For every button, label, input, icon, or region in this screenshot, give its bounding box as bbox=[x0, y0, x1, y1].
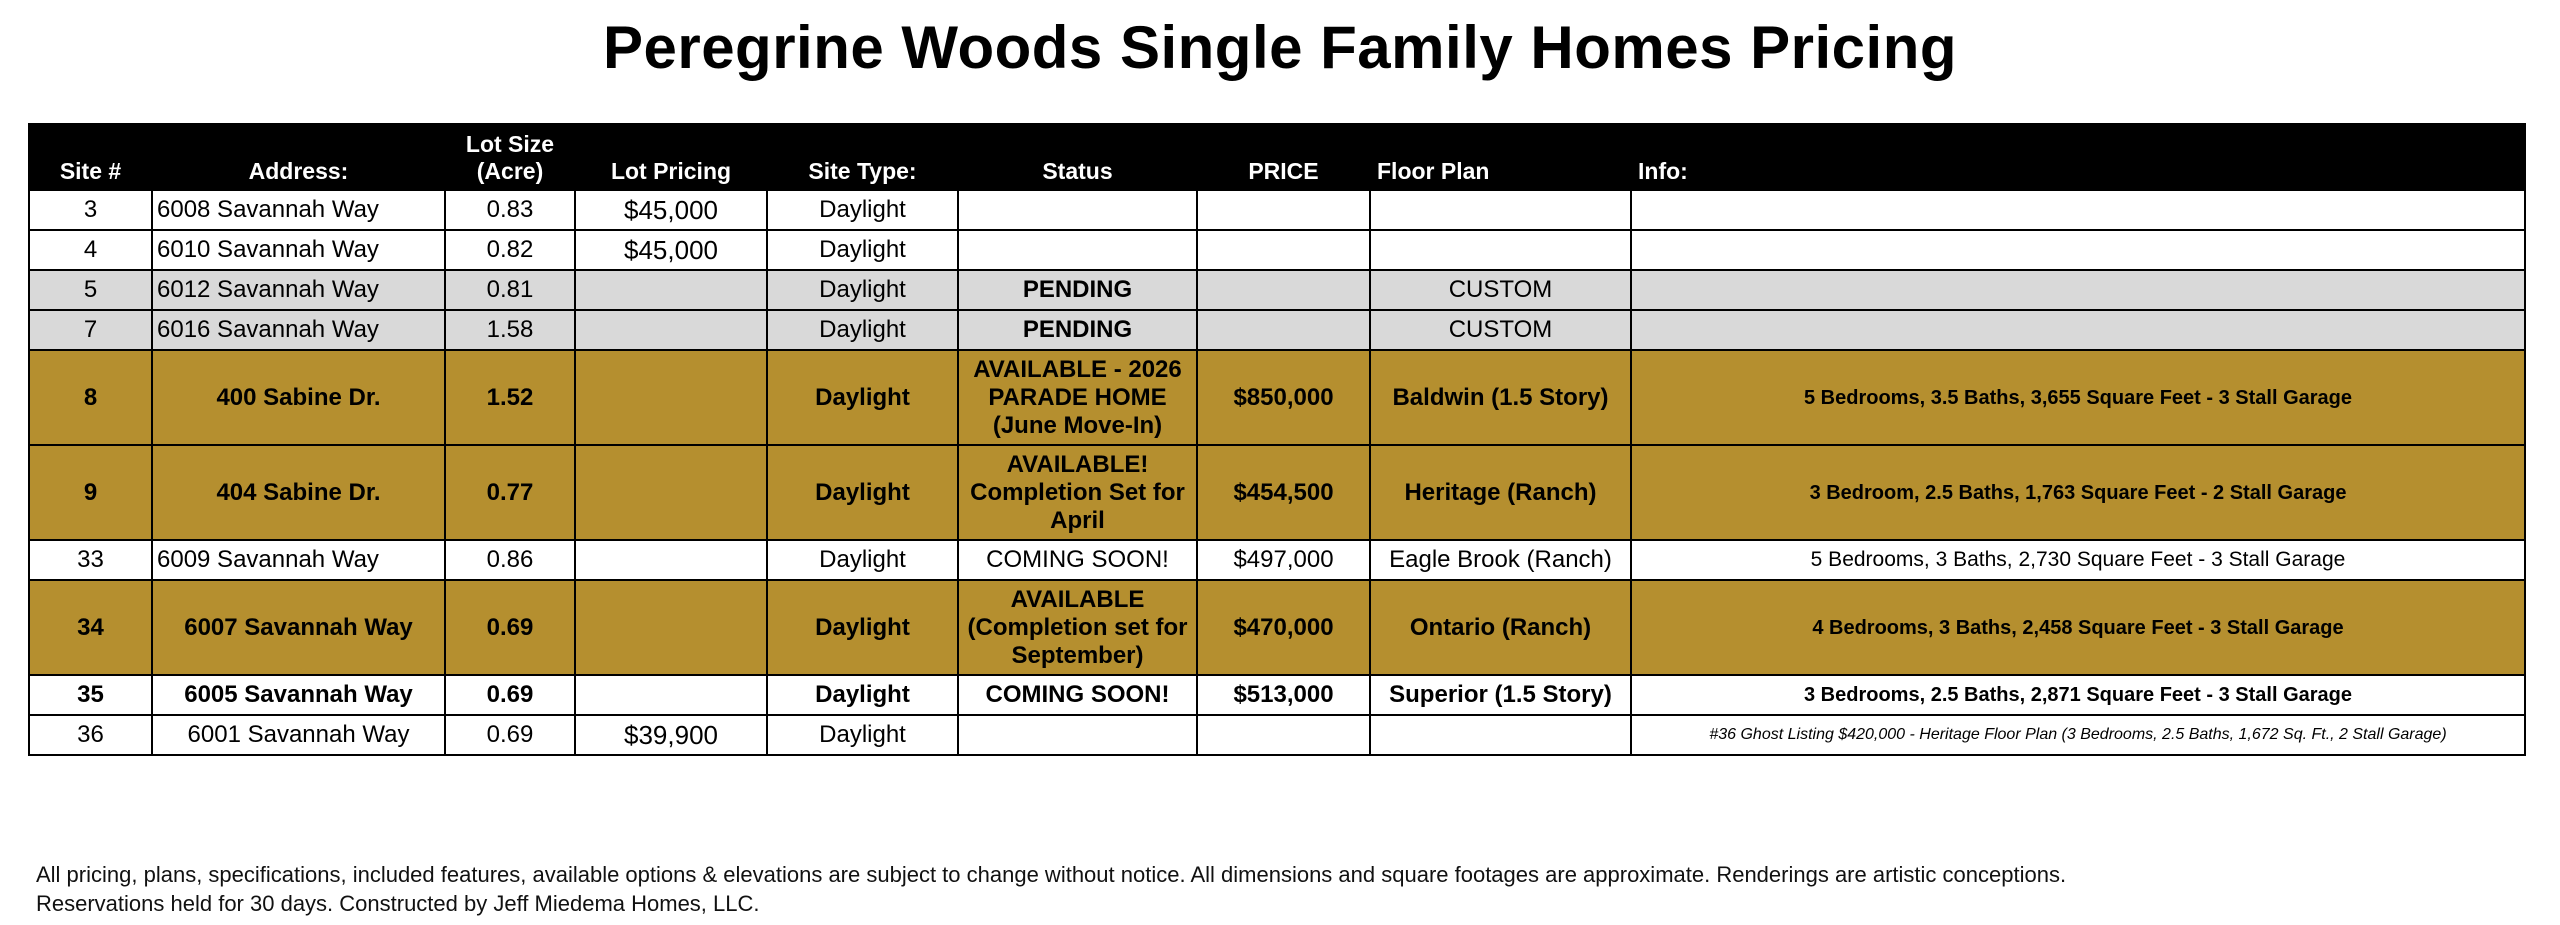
cell-lot-pricing bbox=[575, 270, 767, 310]
cell-status: PENDING bbox=[958, 270, 1197, 310]
cell-site-type: Daylight bbox=[767, 230, 958, 270]
cell-lot-size: 0.69 bbox=[445, 580, 575, 675]
pricing-table bbox=[28, 123, 2526, 756]
cell-status bbox=[958, 190, 1197, 230]
cell-info bbox=[1631, 310, 2525, 350]
cell-site: 34 bbox=[29, 580, 152, 675]
table-row bbox=[29, 540, 2525, 580]
cell-lot-size: 0.69 bbox=[445, 715, 575, 755]
cell-site-type: Daylight bbox=[767, 540, 958, 580]
cell-status bbox=[958, 230, 1197, 270]
cell-lot-size: 0.69 bbox=[445, 675, 575, 715]
cell-site: 36 bbox=[29, 715, 152, 755]
cell-status bbox=[958, 715, 1197, 755]
cell-floor-plan bbox=[1370, 230, 1631, 270]
table-row bbox=[29, 675, 2525, 715]
cell-site-type: Daylight bbox=[767, 190, 958, 230]
header-lot-size bbox=[445, 123, 575, 190]
table-row bbox=[29, 580, 2525, 675]
header-lot-pricing: Lot Pricing bbox=[575, 123, 767, 190]
cell-address: 6012 Savannah Way bbox=[152, 270, 445, 310]
cell-lot-pricing bbox=[575, 580, 767, 675]
cell-price: $850,000 bbox=[1197, 350, 1370, 445]
header-site: Site # bbox=[29, 123, 152, 190]
cell-info: 4 Bedrooms, 3 Baths, 2,458 Square Feet - 3 Stall Garage bbox=[1631, 580, 2525, 675]
cell-site: 4 bbox=[29, 230, 152, 270]
cell-floor-plan: Eagle Brook (Ranch) bbox=[1370, 540, 1631, 580]
cell-lot-pricing: $45,000 bbox=[575, 190, 767, 230]
cell-status: PENDING bbox=[958, 310, 1197, 350]
cell-lot-size: 1.52 bbox=[445, 350, 575, 445]
cell-info: 3 Bedrooms, 2.5 Baths, 2,871 Square Feet - 3 Stall Garage bbox=[1631, 675, 2525, 715]
cell-address: 404 Sabine Dr. bbox=[152, 445, 445, 540]
table-row bbox=[29, 715, 2525, 755]
cell-floor-plan: Baldwin (1.5 Story) bbox=[1370, 350, 1631, 445]
cell-address: 6005 Savannah Way bbox=[152, 675, 445, 715]
cell-lot-pricing bbox=[575, 540, 767, 580]
cell-site: 8 bbox=[29, 350, 152, 445]
cell-lot-pricing bbox=[575, 350, 767, 445]
table-row bbox=[29, 230, 2525, 270]
cell-site: 33 bbox=[29, 540, 152, 580]
cell-floor-plan: Ontario (Ranch) bbox=[1370, 580, 1631, 675]
table-row bbox=[29, 350, 2525, 445]
table-row bbox=[29, 270, 2525, 310]
cell-site-type: Daylight bbox=[767, 675, 958, 715]
cell-floor-plan: CUSTOM bbox=[1370, 270, 1631, 310]
cell-lot-pricing bbox=[575, 675, 767, 715]
cell-price: $497,000 bbox=[1197, 540, 1370, 580]
table-row bbox=[29, 190, 2525, 230]
cell-status: COMING SOON! bbox=[958, 540, 1197, 580]
cell-floor-plan bbox=[1370, 715, 1631, 755]
cell-lot-size: 0.83 bbox=[445, 190, 575, 230]
cell-lot-size: 0.81 bbox=[445, 270, 575, 310]
cell-site: 35 bbox=[29, 675, 152, 715]
header-price: PRICE bbox=[1197, 123, 1370, 190]
cell-lot-pricing bbox=[575, 310, 767, 350]
cell-info: 3 Bedroom, 2.5 Baths, 1,763 Square Feet - 2 Stall Garage bbox=[1631, 445, 2525, 540]
cell-floor-plan: Superior (1.5 Story) bbox=[1370, 675, 1631, 715]
cell-lot-size: 0.77 bbox=[445, 445, 575, 540]
header-lot-size-line1: Lot Size bbox=[465, 131, 555, 157]
cell-price bbox=[1197, 715, 1370, 755]
cell-status: AVAILABLE - 2026 PARADE HOME (June Move-In) bbox=[958, 350, 1197, 445]
cell-site: 7 bbox=[29, 310, 152, 350]
header-info: Info: bbox=[1631, 123, 2525, 190]
cell-site-type: Daylight bbox=[767, 580, 958, 675]
cell-lot-pricing: $45,000 bbox=[575, 230, 767, 270]
cell-price: $454,500 bbox=[1197, 445, 1370, 540]
cell-floor-plan: Heritage (Ranch) bbox=[1370, 445, 1631, 540]
cell-address: 6009 Savannah Way bbox=[152, 540, 445, 580]
cell-info bbox=[1631, 270, 2525, 310]
cell-address: 6016 Savannah Way bbox=[152, 310, 445, 350]
cell-site: 9 bbox=[29, 445, 152, 540]
cell-address: 400 Sabine Dr. bbox=[152, 350, 445, 445]
header-floor-plan: Floor Plan bbox=[1370, 123, 1631, 190]
cell-price bbox=[1197, 310, 1370, 350]
cell-price bbox=[1197, 270, 1370, 310]
cell-lot-pricing bbox=[575, 445, 767, 540]
cell-info bbox=[1631, 190, 2525, 230]
cell-site-type: Daylight bbox=[767, 310, 958, 350]
cell-address: 6010 Savannah Way bbox=[152, 230, 445, 270]
cell-status: AVAILABLE (Completion set for September) bbox=[958, 580, 1197, 675]
cell-site-type: Daylight bbox=[767, 270, 958, 310]
cell-site-type: Daylight bbox=[767, 715, 958, 755]
cell-site-type: Daylight bbox=[767, 350, 958, 445]
header-lot-size-line2: (Acre) bbox=[476, 158, 544, 184]
cell-floor-plan: CUSTOM bbox=[1370, 310, 1631, 350]
cell-info: 5 Bedrooms, 3 Baths, 2,730 Square Feet - 3 Stall Garage bbox=[1631, 540, 2525, 580]
table-row bbox=[29, 310, 2525, 350]
cell-price: $513,000 bbox=[1197, 675, 1370, 715]
cell-price: $470,000 bbox=[1197, 580, 1370, 675]
table-header-row bbox=[29, 123, 2525, 190]
header-site-type: Site Type: bbox=[767, 123, 958, 190]
table-row bbox=[29, 445, 2525, 540]
cell-site: 5 bbox=[29, 270, 152, 310]
cell-lot-size: 0.86 bbox=[445, 540, 575, 580]
cell-status: AVAILABLE! Completion Set for April bbox=[958, 445, 1197, 540]
cell-lot-size: 0.82 bbox=[445, 230, 575, 270]
disclaimer-line-1: All pricing, plans, specifications, included features, available options & elevations are subject to change without notice. All dimensions and square footages are approximate. Renderings are artistic conceptions. bbox=[36, 862, 2067, 887]
page-title: Peregrine Woods Single Family Homes Pricing bbox=[602, 14, 1958, 81]
disclaimer bbox=[36, 860, 2436, 918]
cell-lot-size: 1.58 bbox=[445, 310, 575, 350]
header-status: Status bbox=[958, 123, 1197, 190]
cell-status: COMING SOON! bbox=[958, 675, 1197, 715]
cell-address: 6008 Savannah Way bbox=[152, 190, 445, 230]
cell-info: 5 Bedrooms, 3.5 Baths, 3,655 Square Feet - 3 Stall Garage bbox=[1631, 350, 2525, 445]
disclaimer-line-2: Reservations held for 30 days. Constructed by Jeff Miedema Homes, LLC. bbox=[36, 891, 760, 916]
cell-price bbox=[1197, 190, 1370, 230]
cell-info bbox=[1631, 230, 2525, 270]
cell-address: 6007 Savannah Way bbox=[152, 580, 445, 675]
cell-site-type: Daylight bbox=[767, 445, 958, 540]
cell-floor-plan bbox=[1370, 190, 1631, 230]
cell-price bbox=[1197, 230, 1370, 270]
cell-site: 3 bbox=[29, 190, 152, 230]
cell-info: #36 Ghost Listing $420,000 - Heritage Floor Plan (3 Bedrooms, 2.5 Baths, 1,672 Sq. Ft., 2 Stall Garage) bbox=[1631, 715, 2525, 755]
header-address: Address: bbox=[152, 123, 445, 190]
cell-lot-pricing: $39,900 bbox=[575, 715, 767, 755]
cell-address: 6001 Savannah Way bbox=[152, 715, 445, 755]
